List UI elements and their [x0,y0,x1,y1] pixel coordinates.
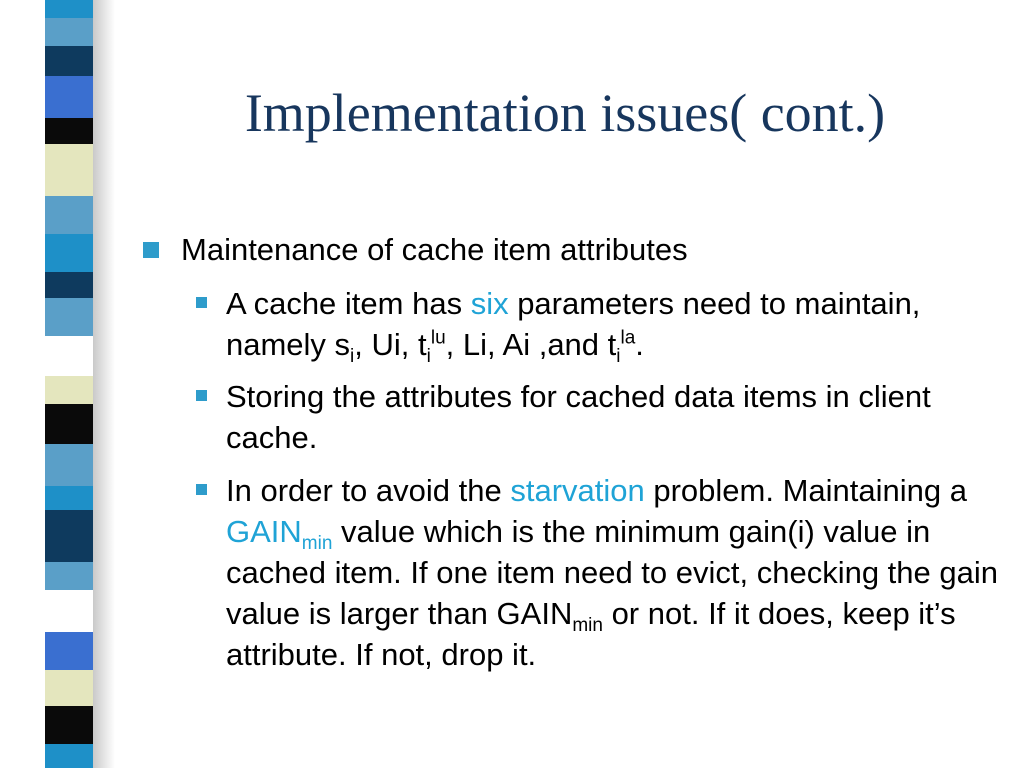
sub-bullet-text: In order to avoid the starvation problem. Maintaining a $GAIN_{min}$ value which is the minimum gain(i) value in cached item. If one item need to evict, checking the gain value is larger than $GAIN_{min}$ or not. If it does, keep it’s attribute. If not, drop it. [226,473,999,672]
stripe-segment [45,0,93,18]
stripe-segment [45,590,93,632]
sidebar-shadow [93,0,115,768]
sub-bullet-text: A cache item has six parameters need to maintain, namely $s_i$, Ui, $t_i^{lu}$, Li, Ai ,and $t_i^{la}$. [226,286,921,368]
stripe-segment [45,234,93,272]
stripe-segment [45,336,93,376]
square-bullet-icon [143,242,159,258]
stripe-segment [45,118,93,144]
stripe-segment [45,706,93,744]
stripe-segment [45,510,93,562]
stripe-segment [45,670,93,706]
highlight-gain-min: GAIN [226,514,302,549]
decorative-stripe-bar [45,0,93,768]
highlight-starvation: starvation [510,473,645,508]
stripe-segment [45,298,93,336]
sub-bullet-text: Storing the attributes for cached data items in client cache. [226,379,931,455]
highlight-six: six [470,286,509,321]
stripe-segment [45,376,93,404]
stripe-segment [45,18,93,46]
square-bullet-icon [196,297,207,308]
square-bullet-icon [196,390,207,401]
stripe-segment [45,562,93,590]
stripe-segment [45,404,93,444]
stripe-segment [45,196,93,234]
stripe-segment [45,444,93,486]
stripe-segment [45,632,93,670]
bullet-text: Maintenance of cache item attributes [181,232,688,267]
stripe-segment [45,76,93,118]
stripe-segment [45,272,93,298]
stripe-segment [45,744,93,768]
square-bullet-icon [196,484,207,495]
stripe-segment [45,486,93,510]
slide-title: Implementation issues( cont.) [244,83,886,143]
stripe-segment [45,144,93,196]
stripe-segment [45,46,93,76]
